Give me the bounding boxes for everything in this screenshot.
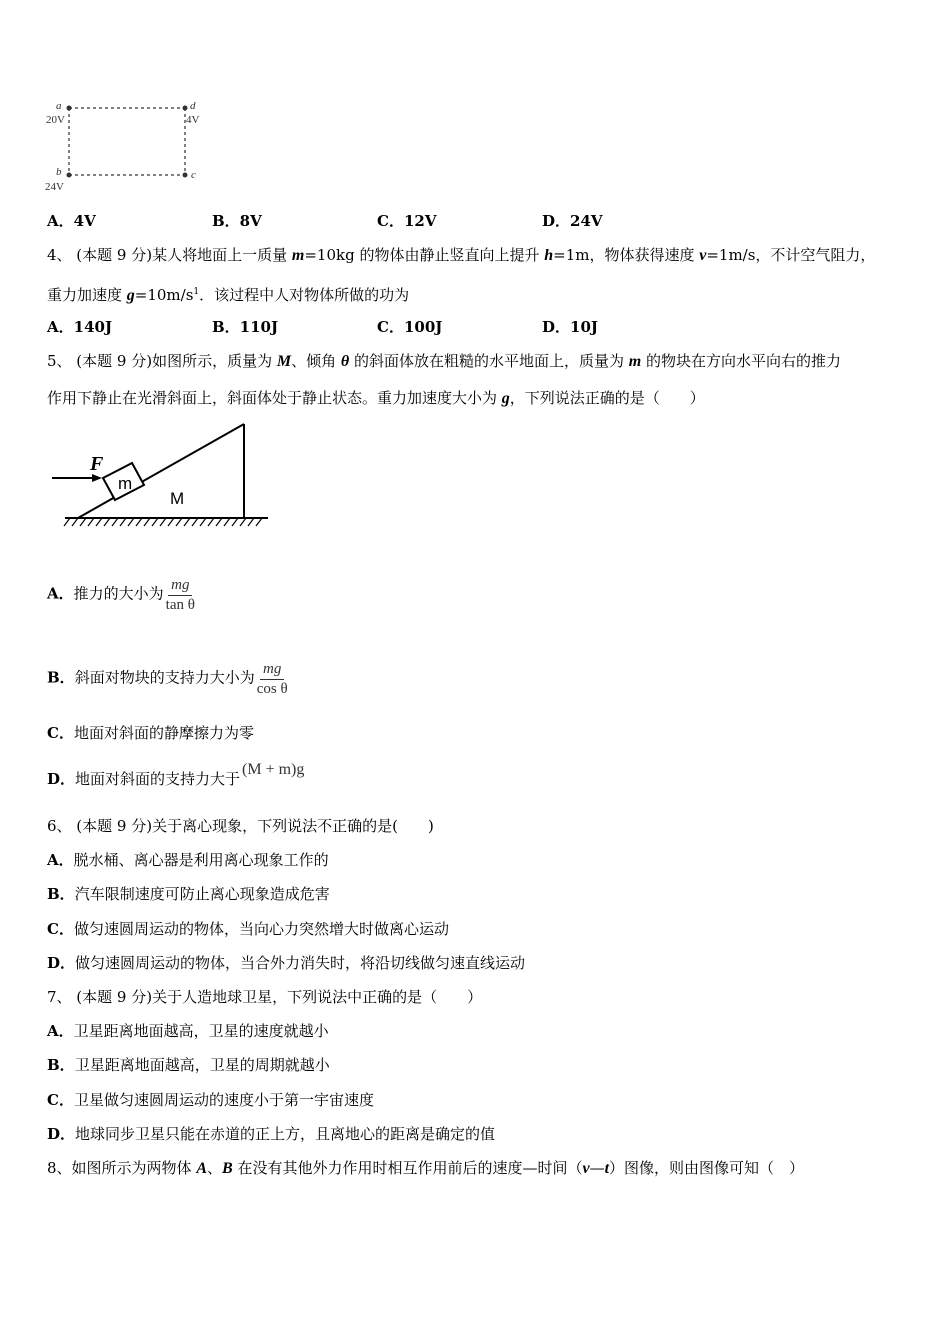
option-label: B． bbox=[47, 1056, 75, 1074]
ground-hatch bbox=[72, 518, 78, 526]
point-a-label: a bbox=[56, 100, 62, 112]
q3-option-a: A．4V bbox=[47, 212, 96, 230]
math-variable: m bbox=[291, 247, 305, 264]
math-variable: v bbox=[699, 247, 707, 264]
q4-stem-line2 bbox=[47, 282, 409, 306]
q4-stem-line1 bbox=[47, 245, 875, 266]
ground-hatch bbox=[240, 518, 246, 526]
denominator: tan θ bbox=[165, 597, 195, 613]
ground-hatch bbox=[168, 518, 174, 526]
option-label: C． bbox=[47, 920, 74, 938]
force-label: F bbox=[90, 453, 104, 475]
q4-option-c: C．100J bbox=[377, 318, 443, 336]
option-label: D． bbox=[47, 954, 76, 972]
q6-option-c bbox=[47, 919, 449, 939]
ground-hatch bbox=[128, 518, 134, 526]
text-segment: =1m/s，不计空气阻力， bbox=[706, 246, 876, 264]
ground-hatch bbox=[160, 518, 166, 526]
voltage-d-label: 4V bbox=[186, 114, 200, 126]
ground-hatch bbox=[256, 518, 262, 526]
math-expression: (M + m)g bbox=[242, 761, 305, 778]
q3-option-d: D．24V bbox=[542, 212, 603, 230]
text-segment: 5、 (本题 9 分)如图所示，质量为 bbox=[47, 352, 277, 370]
text-segment: — bbox=[589, 1159, 605, 1177]
option-label: A． bbox=[47, 584, 74, 603]
ground-hatch bbox=[192, 518, 198, 526]
q4-option-d: D．10J bbox=[542, 318, 598, 336]
ground-hatch bbox=[88, 518, 94, 526]
ground-hatch bbox=[248, 518, 254, 526]
math-variable: g bbox=[126, 287, 135, 304]
text-segment: 作用下静止在光滑斜面上，斜面体处于静止状态。重力加速度大小为 bbox=[47, 389, 502, 407]
voltage-a-label: 20V bbox=[46, 114, 65, 126]
q6-option-d bbox=[47, 953, 525, 973]
numerator: mg bbox=[168, 575, 192, 596]
numerator: mg bbox=[260, 659, 284, 680]
q7-option-a bbox=[47, 1021, 329, 1041]
fraction bbox=[166, 575, 195, 614]
option-text: 地面对斜面的静摩擦力为零 bbox=[73, 724, 254, 742]
q8-stem bbox=[47, 1158, 804, 1179]
ground-hatch bbox=[216, 518, 222, 526]
math-variable: M bbox=[276, 353, 292, 370]
math-variable: v bbox=[582, 1160, 590, 1177]
text-segment: =10m/s bbox=[134, 286, 194, 304]
ground-hatch bbox=[136, 518, 142, 526]
q7-option-c bbox=[47, 1090, 374, 1110]
option-label: B． bbox=[47, 885, 75, 903]
text-segment: 4、 (本题 9 分)某人将地面上一质量 bbox=[47, 246, 292, 264]
point-d-label: d bbox=[190, 100, 196, 112]
q5-option-d bbox=[47, 761, 305, 790]
q5-option-c bbox=[47, 723, 254, 743]
fraction bbox=[257, 659, 288, 698]
option-label: B． bbox=[47, 668, 75, 687]
text-segment: 在没有其他外力作用时相互作用前后的速度—时间（ bbox=[232, 1159, 583, 1177]
option-text: 做匀速圆周运动的物体，当向心力突然增大时做离心运动 bbox=[73, 920, 449, 938]
math-variable: g bbox=[501, 390, 510, 407]
text-segment: ）图像，则由图像可知（ ） bbox=[609, 1159, 805, 1177]
text-segment: 、 bbox=[206, 1159, 222, 1177]
text-segment: 6、 (本题 9 分)关于离心现象，下列说法不正确的是( ) bbox=[47, 817, 434, 835]
option-text: 地球同步卫星只能在赤道的正上方，且离地心的距离是确定的值 bbox=[75, 1125, 496, 1143]
text-segment: 重力加速度 bbox=[47, 286, 127, 304]
option-text: 做匀速圆周运动的物体，当合外力消失时，将沿切线做匀速直线运动 bbox=[75, 954, 526, 972]
q7-option-b bbox=[47, 1055, 330, 1075]
ground-hatch bbox=[232, 518, 238, 526]
q6-option-a bbox=[47, 850, 329, 870]
math-variable: m bbox=[628, 353, 642, 370]
option-label: D． bbox=[47, 770, 76, 788]
denominator: cos θ bbox=[256, 681, 288, 697]
q7-stem bbox=[47, 987, 482, 1007]
math-variable: B bbox=[222, 1160, 233, 1177]
ground-hatch bbox=[184, 518, 190, 526]
q4-option-a: A．140J bbox=[47, 318, 113, 336]
ground-hatch bbox=[208, 518, 214, 526]
incline-figure bbox=[40, 420, 280, 530]
q3-option-b: B．8V bbox=[212, 212, 262, 230]
ground-hatch bbox=[152, 518, 158, 526]
wedge-label: M bbox=[170, 489, 185, 508]
option-text: 推力的大小为 bbox=[73, 584, 164, 603]
q5-stem-line1 bbox=[47, 351, 841, 372]
voltage-b-label: 24V bbox=[45, 181, 64, 193]
option-label: C． bbox=[47, 724, 74, 742]
text-segment: ．该过程中人对物体所做的功为 bbox=[199, 286, 410, 304]
ground-hatch bbox=[96, 518, 102, 526]
q4-option-b: B．110J bbox=[212, 318, 279, 336]
ground-hatch bbox=[80, 518, 86, 526]
q3-option-c: C．12V bbox=[377, 212, 437, 230]
text-segment: 、倾角 bbox=[291, 352, 341, 370]
text-segment: 的斜面体放在粗糙的水平地面上，质量为 bbox=[349, 352, 629, 370]
ground-hatch bbox=[200, 518, 206, 526]
text-segment: 8、如图所示为两物体 bbox=[47, 1159, 197, 1177]
text-segment: 的物块在方向水平向右的推力 bbox=[641, 352, 841, 370]
text-segment: =10kg 的物体由静止竖直向上提升 bbox=[304, 246, 545, 264]
ground-hatch bbox=[120, 518, 126, 526]
ground-hatch bbox=[64, 518, 70, 526]
option-label: A． bbox=[47, 851, 74, 869]
ground-hatch bbox=[144, 518, 150, 526]
q6-option-b bbox=[47, 884, 330, 904]
circuit-rectangle-figure bbox=[40, 95, 220, 195]
text-segment: =1m，物体获得速度 bbox=[553, 246, 700, 264]
ground-hatch bbox=[104, 518, 110, 526]
block-label: m bbox=[118, 474, 133, 493]
option-text: 脱水桶、离心器是利用离心现象工作的 bbox=[73, 851, 329, 869]
math-variable: θ bbox=[340, 353, 350, 370]
ground-hatch bbox=[112, 518, 118, 526]
option-text: 汽车限制速度可防止离心现象造成危害 bbox=[74, 885, 330, 903]
q5-option-a bbox=[47, 575, 195, 614]
text-segment: 7、 (本题 9 分)关于人造地球卫星，下列说法中正确的是（ ） bbox=[47, 988, 483, 1006]
option-label: D． bbox=[47, 1125, 76, 1143]
superscript: 1 bbox=[193, 287, 200, 297]
ground-hatch bbox=[176, 518, 182, 526]
math-variable: A bbox=[196, 1160, 207, 1177]
option-text: 卫星距离地面越高，卫星的周期就越小 bbox=[74, 1056, 330, 1074]
q5-stem-line2 bbox=[47, 388, 705, 409]
text-segment: ，下列说法正确的是（ ） bbox=[509, 389, 705, 407]
q6-stem bbox=[47, 816, 434, 836]
math-variable: h bbox=[544, 247, 554, 264]
point-c-label: c bbox=[191, 169, 196, 181]
q7-option-d bbox=[47, 1124, 495, 1144]
option-label: C． bbox=[47, 1091, 74, 1109]
option-label: A． bbox=[47, 1022, 74, 1040]
option-text: 卫星距离地面越高，卫星的速度就越小 bbox=[73, 1022, 329, 1040]
option-text: 斜面对物块的支持力大小为 bbox=[74, 668, 255, 687]
math-variable: t bbox=[604, 1160, 610, 1177]
option-text: 地面对斜面的支持力大于 bbox=[75, 770, 241, 788]
ground-hatch bbox=[224, 518, 230, 526]
q5-option-b bbox=[47, 659, 288, 698]
option-text: 卫星做匀速圆周运动的速度小于第一宇宙速度 bbox=[73, 1091, 374, 1109]
point-b-label: b bbox=[56, 166, 62, 178]
